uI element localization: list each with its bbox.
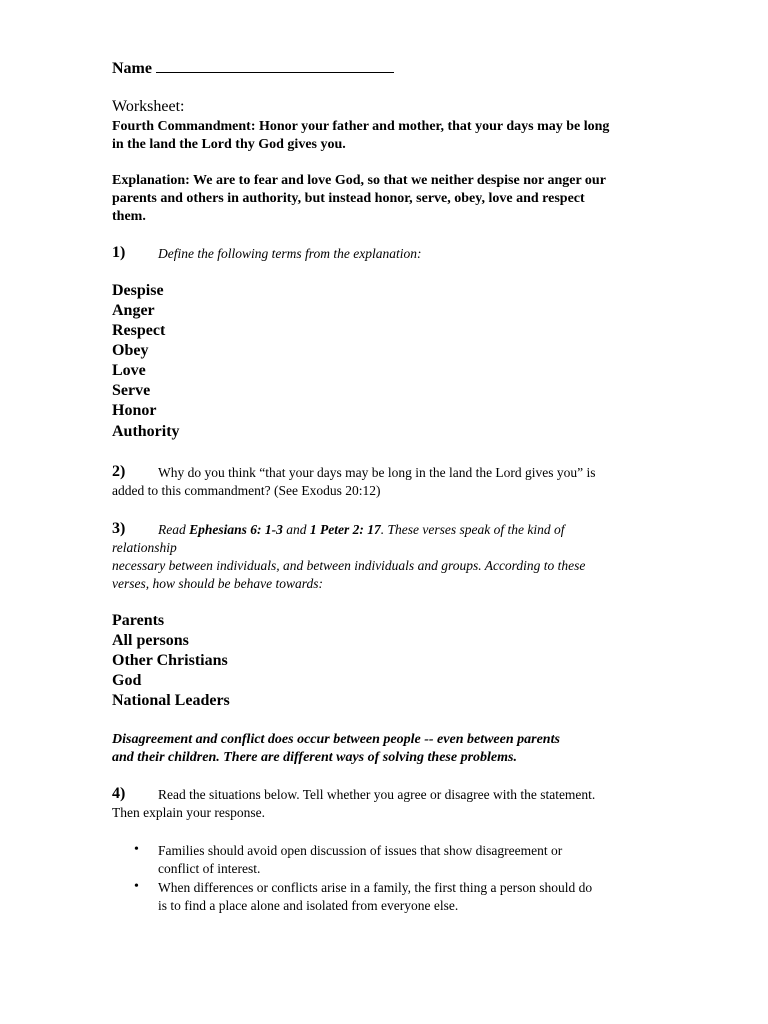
question-4-line-1: Read the situations below. Tell whether you agree or disagree with the statement.	[158, 787, 596, 802]
statement-2-line-2: is to find a place alone and isolated from everyone else.	[158, 898, 459, 913]
term-respect: Respect	[112, 322, 166, 339]
term-serve: Serve	[112, 382, 151, 399]
group-god: God	[112, 672, 142, 689]
question-3-number: 3)	[112, 520, 126, 537]
term-authority: Authority	[112, 423, 180, 440]
question-1-prompt: Define the following terms from the explanation:	[158, 246, 422, 261]
group-national-leaders: National Leaders	[112, 692, 230, 709]
worksheet-label: Worksheet:	[112, 98, 185, 115]
question-2-line-2: added to this commandment? (See Exodus 20:12)	[112, 483, 381, 498]
term-honor: Honor	[112, 402, 157, 419]
term-love: Love	[112, 362, 146, 379]
term-anger: Anger	[112, 302, 155, 319]
explanation-line-2: parents and others in authority, but instead honor, serve, obey, love and respect	[112, 191, 585, 206]
question-3-line-3: necessary between individuals, and between individuals and groups. According to these	[112, 558, 586, 573]
commandment-line-1: Fourth Commandment: Honor your father and mother, that your days may be long	[112, 119, 610, 134]
q3-ephesians-reference: Ephesians 6: 1-3	[189, 522, 283, 537]
question-3-line-2: relationship	[112, 540, 177, 555]
explanation-line-1: Explanation: We are to fear and love God, so that we neither despise nor anger our	[112, 173, 606, 188]
name-label: Name	[112, 60, 152, 77]
group-all-persons: All persons	[112, 632, 189, 649]
conflict-line-1: Disagreement and conflict does occur between people -- even between parents	[112, 732, 560, 747]
question-4-number: 4)	[112, 785, 126, 802]
q3-peter-reference: 1 Peter 2: 17	[309, 522, 381, 537]
group-parents: Parents	[112, 612, 165, 629]
question-4-line-2: Then explain your response.	[112, 805, 265, 820]
bullet-icon: •	[134, 879, 139, 894]
conflict-line-2: and their children. There are different ways of solving these problems.	[112, 750, 517, 765]
commandment-line-2: in the land the Lord thy God gives you.	[112, 137, 346, 152]
question-3-line-4: verses, how should be behave towards:	[112, 576, 323, 591]
question-3-line-1	[158, 521, 564, 539]
term-despise: Despise	[112, 282, 164, 299]
q3-and-text: and	[282, 522, 310, 537]
explanation-line-3: them.	[112, 209, 146, 224]
statement-1-line-1: Families should avoid open discussion of issues that show disagreement or	[158, 843, 563, 858]
question-2-number: 2)	[112, 463, 126, 480]
q3-line-1-rest: . These verses speak of the kind of	[380, 522, 565, 537]
group-other-christians: Other Christians	[112, 652, 228, 669]
question-2-line-1: Why do you think “that your days may be long in the land the Lord gives you” is	[158, 465, 596, 480]
statement-2-line-1: When differences or conflicts arise in a family, the first thing a person should do	[158, 880, 593, 895]
bullet-icon: •	[134, 842, 139, 857]
term-obey: Obey	[112, 342, 149, 359]
q3-read-text: Read	[158, 522, 190, 537]
name-blank-line	[156, 58, 394, 73]
question-1-number: 1)	[112, 244, 126, 261]
statement-1-line-2: conflict of interest.	[158, 861, 261, 876]
name-field	[112, 58, 394, 78]
